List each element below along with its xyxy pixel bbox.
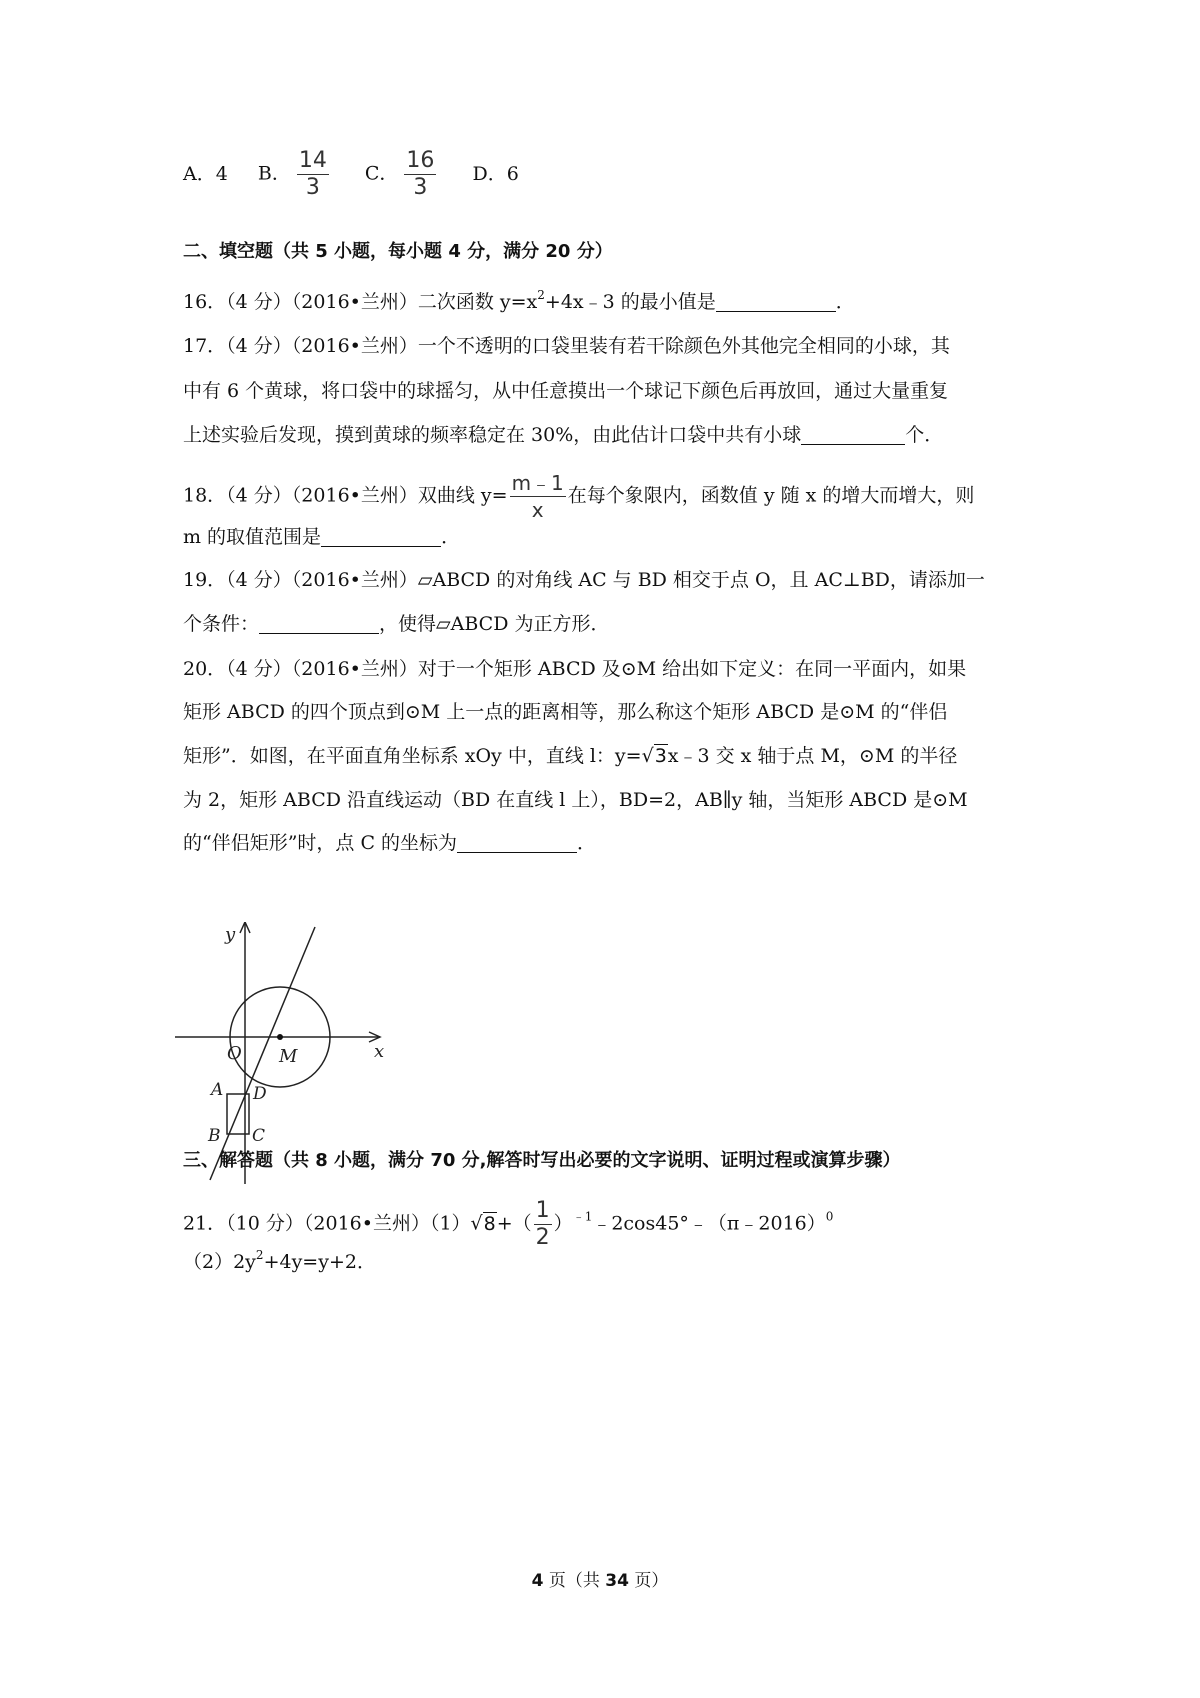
q19-answer-blank	[259, 613, 379, 634]
question-20-line-3	[183, 744, 957, 768]
q18-numerator: m﹣1	[511, 471, 564, 495]
total-pages: 34	[605, 1571, 629, 1591]
q18-line-2-text: m 的取值范围是	[183, 526, 322, 548]
question-17-line-3	[183, 423, 943, 447]
q17-line-3-text: 上述实验后发现，摸到黄球的频率稳定在 30%，由此估计口袋中共有小球	[183, 424, 802, 446]
option-a: A．4	[183, 162, 228, 185]
option-c	[365, 148, 443, 201]
q16-exponent: 2	[537, 288, 545, 302]
option-b-fraction	[297, 148, 329, 201]
q18-fraction	[510, 470, 566, 523]
q19-line-2-text: 个条件：	[183, 613, 260, 635]
option-b	[258, 148, 335, 201]
label-x: x	[374, 1041, 385, 1062]
sqrt-3: √3	[641, 745, 667, 767]
label-o: O	[227, 1043, 242, 1064]
sqrt-radicand: 3	[654, 745, 667, 767]
sqrt-8: √8	[470, 1212, 496, 1235]
q20-line-3-post: x﹣3 交 x 轴于点 M，⊙M 的半径	[667, 745, 958, 767]
option-d: D．6	[472, 162, 519, 185]
page-footer	[0, 1566, 1200, 1591]
question-20-line-4: 为 2，矩形 ABCD 沿直线运动（BD 在直线 l 上），BD=2，AB∥y 轴，当矩形 ABCD 是⊙M	[183, 789, 968, 811]
q17-end: 个．	[905, 424, 944, 446]
question-20-line-5	[183, 831, 596, 855]
option-c-numerator: 16	[406, 148, 435, 173]
q21-numerator: 1	[535, 1198, 550, 1223]
option-b-denominator: 3	[305, 175, 320, 200]
q20-end: ．	[577, 832, 597, 854]
q21-text: 21．（10 分）（2016•兰州）（1）	[183, 1212, 471, 1235]
q18-end: ．	[441, 526, 461, 548]
q16-answer-blank	[716, 291, 836, 312]
q18-text-post: 在每个象限内，函数值 y 随 x 的增大而增大，则	[567, 484, 975, 507]
question-18-line-1	[183, 470, 974, 523]
section-2-title: 二、填空题（共 5 小题，每小题 4 分，满分 20 分）	[183, 241, 613, 262]
sqrt-radicand: 8	[483, 1212, 496, 1235]
q18-answer-blank	[321, 526, 441, 547]
q21-part-2-post: +4y=y+2．	[263, 1251, 376, 1273]
q16-text: 16．（4 分）（2016•兰州）二次函数 y=x	[183, 291, 538, 313]
label-y: y	[225, 924, 236, 945]
q21-exponent-neg1: ﹣1	[572, 1209, 593, 1224]
question-21-part-1	[183, 1198, 833, 1251]
q21-exponent-0: 0	[825, 1209, 834, 1224]
q18-text: 18．（4 分）（2016•兰州）双曲线 y=	[183, 484, 508, 507]
q16-text-post: +4x﹣3 的最小值是	[544, 291, 716, 313]
q21-paren: ）	[553, 1212, 573, 1235]
question-17-line-1: 17．（4 分）（2016•兰州）一个不透明的口袋里装有若干除颜色外其他完全相同的小球，其	[183, 335, 950, 357]
q15-options	[183, 148, 543, 201]
q17-answer-blank	[801, 424, 905, 445]
question-19-line-2	[183, 612, 609, 636]
label-a: A	[211, 1080, 224, 1100]
point-m	[277, 1034, 283, 1040]
question-17-line-2: 中有 6 个黄球，将口袋中的球摇匀，从中任意摸出一个球记下颜色后再放回，通过大量重复	[183, 380, 949, 402]
footer-text: 页（共	[548, 1571, 600, 1591]
option-c-fraction	[404, 148, 436, 201]
option-c-denominator: 3	[413, 175, 428, 200]
question-19-line-1: 19．（4 分）（2016•兰州）▱ABCD 的对角线 AC 与 BD 相交于点 O，且 AC⊥BD，请添加一	[183, 569, 985, 591]
question-20-line-1: 20．（4 分）（2016•兰州）对于一个矩形 ABCD 及⊙M 给出如下定义：在同一平面内，如果	[183, 658, 967, 680]
question-18-line-2	[183, 525, 460, 549]
option-b-numerator: 14	[298, 148, 327, 173]
q16-end: ．	[835, 291, 855, 313]
question-21-part-2	[183, 1250, 376, 1274]
label-c: C	[252, 1126, 266, 1146]
question-16	[183, 290, 855, 314]
label-m: M	[279, 1046, 298, 1067]
question-20-line-2: 矩形 ABCD 的四个顶点到⊙M 上一点的距离相等，那么称这个矩形 ABCD 是⊙M 的“伴侣	[183, 701, 948, 723]
q21-text-mid: ﹣2cos45°﹣（π﹣2016）	[592, 1212, 826, 1235]
q21-part-2-exponent: 2	[255, 1248, 264, 1262]
q20-answer-blank	[457, 832, 577, 853]
label-b: B	[208, 1126, 221, 1146]
q21-denominator: 2	[535, 1225, 550, 1250]
q21-part-2-text: （2）2y	[183, 1251, 256, 1273]
section-3-title: 三、解答题（共 8 小题，满分 70 分,解答时写出必要的文字说明、证明过程或演算步骤）	[183, 1150, 901, 1171]
q20-line-3-text: 矩形”．如图，在平面直角坐标系 xOy 中，直线 l：y=	[183, 745, 642, 767]
q20-line-5-text: 的“伴侣矩形”时，点 C 的坐标为	[183, 832, 458, 854]
label-d: D	[253, 1084, 267, 1104]
q21-plus: +（	[496, 1212, 532, 1235]
q18-denominator: x	[531, 498, 544, 522]
q21-fraction	[534, 1198, 552, 1251]
q19-line-2-post: ，使得▱ABCD 为正方形．	[379, 613, 610, 635]
option-b-label: B．	[257, 162, 291, 185]
option-c-label: C．	[364, 162, 399, 185]
footer-end: 页）	[634, 1571, 669, 1591]
page-number: 4	[531, 1571, 544, 1591]
